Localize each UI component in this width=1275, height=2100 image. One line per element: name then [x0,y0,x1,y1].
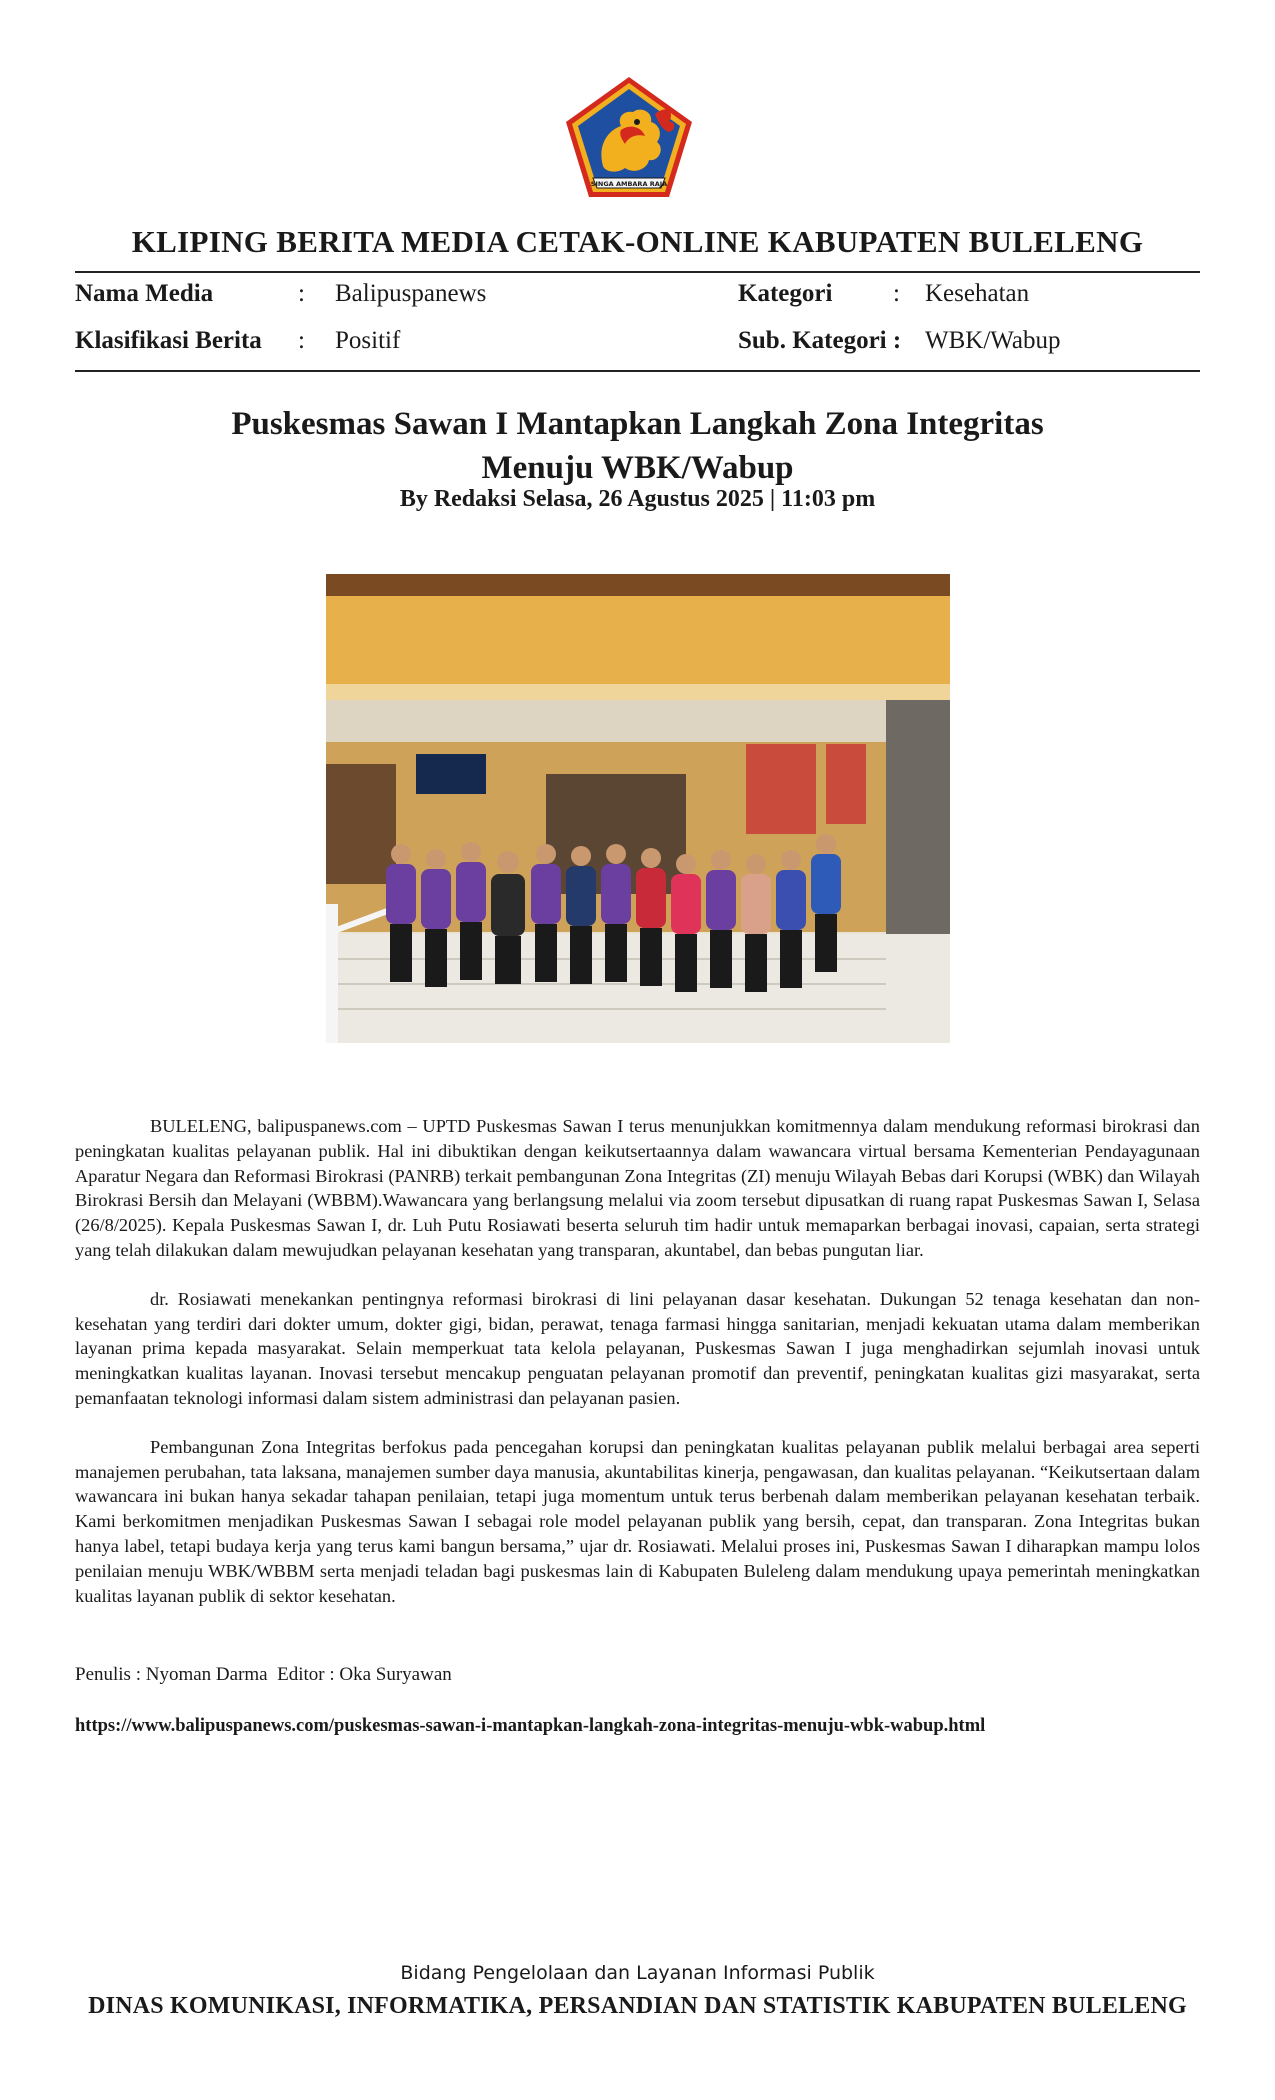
category-value: Kesehatan [925,280,1030,307]
category-separator: : [893,280,900,307]
buleleng-regency-logo [563,74,695,200]
news-classification-separator: : [298,327,305,354]
media-name-label: Nama Media [75,280,214,307]
media-name-value: Balipuspanews [335,280,487,307]
article-body [75,1114,1200,1632]
media-name-separator: : [298,280,305,307]
article-paragraph: dr. Rosiawati menekankan pentingnya reformasi birokrasi di lini pelayanan dasar kesehatan. Dukungan 52 tenaga kesehatan dan non-kesehatan yang terdiri dari dokter umum, dokter gigi, bidan, perawat, tenaga farmasi hingga sanitarian, menjadi kekuatan utama dalam memberikan layanan prima kepada masyarakat. Selain memperkuat tata kelola pelayanan, Puskesmas Sawan I juga menghadirkan sejumlah inovasi untuk meningkatkan kualitas layanan. Inovasi tersebut mencakup penguatan pelayanan promotif dan preventif, peningkatan kualitas gizi masyarakat, serta pemanfaatan teknologi informasi dalam sistem administrasi dan pelayanan pasien. [75,1288,1200,1408]
header-divider [75,271,1200,273]
article-byline: By Redaksi Selasa, 26 Agustus 2025 | 11:03 pm [399,486,876,512]
article-group-photo [326,574,950,1043]
logo-motto-text: SINGA AMBARA RAJA [590,180,668,188]
article-credits: Penulis : Nyoman Darma Editor : Oka Suryawan [75,1664,452,1685]
news-classification-value: Positif [335,327,401,354]
article-source-url[interactable]: https://www.balipuspanews.com/puskesmas-sawan-i-mantapkan-langkah-zona-integritas-menuju-wbk-wabup.html [75,1716,986,1736]
article-paragraph: Pembangunan Zona Integritas berfokus pada pencegahan korupsi dan peningkatan kualitas pelayanan publik melalui berbagai area seperti manajemen perubahan, tata laksana, manajemen sumber daya manusia, akuntabilitas kinerja, pengawasan, dan kualitas pelayanan. “Keikutsertaan dalam wawancara ini bukan hanya sekadar tahapan penilaian, tetapi juga momentum untuk terus berbenah dalam memberikan pelayanan kesehatan terbaik. Kami berkomitmen menjadikan Puskesmas Sawan I sebagai role model pelayanan publik yang bersih, cepat, dan transparan. Zona Integritas bukan hanya label, tetapi budaya kerja yang terus kami bangun bersama,” ujar dr. Rosiawati. Melalui proses ini, Puskesmas Sawan I diharapkan mampu lolos penilaian menuju WBK/WBBM serta menjadi teladan bagi puskesmas lain di Kabupaten Buleleng dalam mendukung upaya pemerintah meningkatkan kualitas layanan publik di sektor kesehatan. [75,1436,1200,1606]
footer-agency: DINAS KOMUNIKASI, INFORMATIKA, PERSANDIAN DAN STATISTIK KABUPATEN BULELENG [88,1993,1187,2019]
clipping-title: KLIPING BERITA MEDIA CETAK-ONLINE KABUPATEN BULELENG [131,224,1144,259]
article-headline [0,402,1275,490]
sub-category-label: Sub. Kategori : [738,327,902,354]
footer-department: Bidang Pengelolaan dan Layanan Informasi Publik [400,1962,875,1984]
news-classification-label: Klasifikasi Berita [75,327,262,354]
article-paragraph: BULELENG, balipuspanews.com – UPTD Puskesmas Sawan I terus menunjukkan komitmennya dalam mendukung reformasi birokrasi dan peningkatan kualitas pelayanan publik. Hal ini dibuktikan dengan keikutsertaannya dalam wawancara virtual bersama Kementerian Pendayagunaan Aparatur Negara dan Reformasi Birokrasi (PANRB) terkait pembangunan Zona Integritas (ZI) menuju Wilayah Bebas dari Korupsi (WBK) dan Wilayah Birokrasi Bersih dan Melayani (WBBM).Wawancara yang berlangsung melalui via zoom tersebut dipusatkan di ruang rapat Puskesmas Sawan I, Selasa (26/8/2025). Kepala Puskesmas Sawan I, dr. Luh Putu Rosiawati beserta seluruh tim hadir untuk memaparkan berbagai inovasi, capaian, serta strategi yang telah dilakukan dalam mewujudkan pelayanan kesehatan yang transparan, akuntabel, dan bebas pungutan liar. [75,1116,1200,1260]
article-headline-line-2: Menuju WBK/Wabup [481,450,794,486]
meta-divider [75,370,1200,372]
sub-category-value: WBK/Wabup [925,327,1061,354]
article-headline-line-1: Puskesmas Sawan I Mantapkan Langkah Zona Integritas [231,406,1044,442]
category-label: Kategori [738,280,833,307]
